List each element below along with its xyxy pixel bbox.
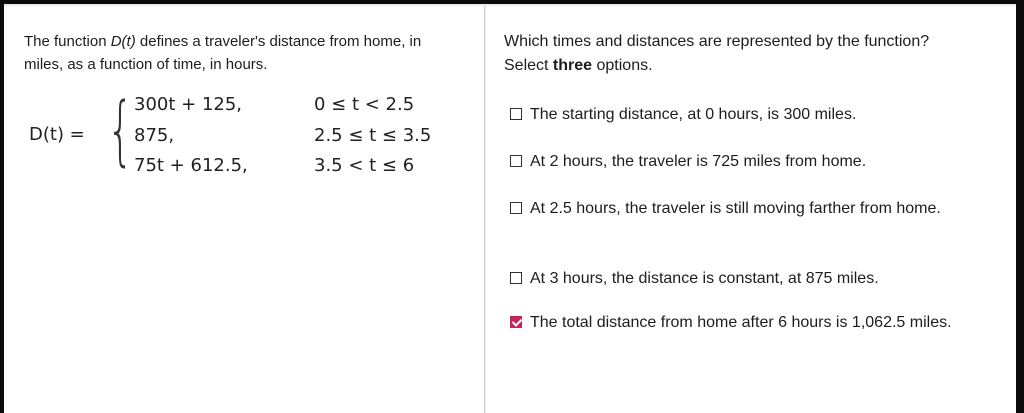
piece-expression-2: 875, [134, 125, 175, 146]
question-text-end: options. [592, 57, 653, 74]
screen [4, 4, 1016, 413]
option-4[interactable] [510, 268, 980, 290]
option-5[interactable] [510, 312, 980, 334]
equation-lhs: D(t) = [29, 124, 85, 145]
prompt-text-end: defines a traveler's distance from home, in miles, as a function of time, in hours. [24, 33, 422, 73]
problem-panel [4, 6, 485, 413]
question-text [504, 30, 964, 78]
piece-condition-3: 3.5 < t ≤ 6 [314, 155, 415, 176]
option-2[interactable] [510, 151, 980, 173]
option-5-checkbox[interactable] [510, 316, 522, 328]
option-2-checkbox[interactable] [510, 155, 522, 167]
piece-expression-1: 300t + 125, [134, 94, 243, 115]
option-3[interactable] [510, 198, 980, 220]
option-1[interactable] [510, 104, 980, 126]
option-5-label[interactable]: The total distance from home after 6 hours is 1,062.5 miles. [530, 314, 952, 331]
piece-condition-2: 2.5 ≤ t ≤ 3.5 [314, 125, 432, 146]
left-brace: { [107, 85, 134, 174]
question-emphasis: three [552, 57, 593, 74]
piecewise-equation [29, 85, 469, 182]
option-2-label[interactable]: At 2 hours, the traveler is 725 miles from home. [530, 153, 867, 170]
piece-condition-1: 0 ≤ t < 2.5 [314, 94, 415, 115]
problem-prompt [24, 30, 444, 76]
answer-panel [486, 6, 1016, 413]
option-1-label[interactable]: The starting distance, at 0 hours, is 300 miles. [530, 106, 857, 123]
prompt-function-name: D(t) [110, 33, 136, 50]
option-3-checkbox[interactable] [510, 202, 522, 214]
option-3-label[interactable]: At 2.5 hours, the traveler is still moving farther from home. [530, 200, 941, 217]
option-4-label[interactable]: At 3 hours, the distance is constant, at 875 miles. [530, 270, 879, 287]
piece-expression-3: 75t + 612.5, [134, 155, 248, 176]
prompt-text-start: The function [24, 33, 111, 50]
option-1-checkbox[interactable] [510, 108, 522, 120]
question-text-start: Which times and distances are represented by the function? Select [504, 33, 930, 74]
option-4-checkbox[interactable] [510, 272, 522, 284]
